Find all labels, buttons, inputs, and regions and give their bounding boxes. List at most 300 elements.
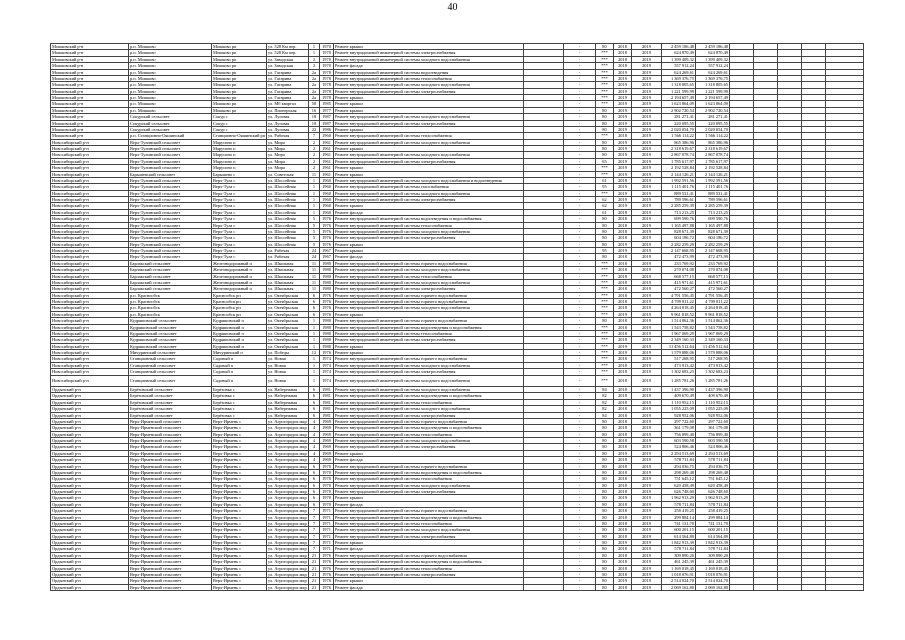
cell-cost-total: 1 018 076,91 <box>696 571 730 577</box>
cell-cost: 603 590,58 <box>662 438 696 444</box>
cell-cost: 751 645,12 <box>662 476 696 482</box>
cell-street: ул. Октябрьская <box>267 311 309 317</box>
cell-settlement: Верх-Тулинский сельсовет <box>129 190 212 196</box>
cell-district: Ордынский р-н <box>51 514 129 520</box>
cell-cost: 1 785 617,97 <box>662 158 696 164</box>
cell-cost-total: 4 264 818,45 <box>696 305 730 311</box>
cell-work-type: Ремонт внутридомовой инженерной системы горячего водоснабжения <box>334 418 524 424</box>
cell-dash: - <box>564 190 596 196</box>
cell-locality: Железнодорожный п <box>212 279 267 285</box>
cell-settlement: Верх-Тулинский сельсовет <box>129 203 212 209</box>
cell-empty <box>524 375 564 387</box>
cell-cost: 299 884,14 <box>662 514 696 520</box>
cell-work-type: Ремонт крыши <box>334 450 524 456</box>
cell-cost: 1 579 888,06 <box>662 350 696 356</box>
cell-house: 5 <box>309 222 320 228</box>
cell-locality: Краснообск рп <box>212 311 267 317</box>
cell-cost-total: 2 147 668,95 <box>696 248 730 254</box>
cell-cost: 270 074,08 <box>662 267 696 273</box>
cell-area: 80 <box>596 469 614 475</box>
cell-district: Новосибирский р-н <box>51 279 129 285</box>
cell-area: *** <box>596 82 614 88</box>
cell-work-type: Ремонт крыши <box>334 95 524 101</box>
cell-locality: Мошково рп <box>212 50 267 56</box>
cell-dash: - <box>564 75 596 81</box>
cell-locality: Верх-Ирмень с <box>212 444 267 450</box>
cell-locality: Верх-Ирмень с <box>212 501 267 507</box>
cell-year-start: 2019 <box>614 69 632 75</box>
cell-cost-total: 524 806,46 <box>696 444 730 450</box>
cell-dash: - <box>564 578 596 584</box>
cell-work-type: Ремонт внутридомовой инженерной системы холодного водоснабжения <box>334 362 524 368</box>
cell-work-type: Ремонт внутридомовой инженерной системы горячего водоснабжения <box>334 299 524 305</box>
cell-settlement: Барлакский сельсовет <box>129 279 212 285</box>
cell-cost-total: 2 144 126,21 <box>696 171 730 177</box>
cell-cost: 4 709 811,22 <box>662 299 696 305</box>
cell-cost: 461 245,39 <box>662 559 696 565</box>
cell-locality: Верх-Ирмень с <box>212 508 267 514</box>
cell-street: ул. Шоссейная <box>267 216 309 222</box>
cell-year-start: 2019 <box>614 171 632 177</box>
cell-district: Ордынский р-н <box>51 540 129 546</box>
cell-dash: - <box>564 248 596 254</box>
cell-locality: Станционно-Ояшинский рп <box>213 133 266 139</box>
cell-year-end: 2019 <box>632 235 662 241</box>
cell-locality: Верх-Тула с <box>212 177 267 183</box>
cell-work-type: Ремонт внутридомовой инженерной системы горячего водоснабжения <box>334 463 524 469</box>
cell-settlement: р.п. Краснообск <box>129 299 212 305</box>
cell-year-start: 2018 <box>614 260 632 266</box>
cell-locality: Верх-Ирмень с <box>212 457 267 463</box>
cell-area: 80 <box>596 235 614 241</box>
cell-street: ул. Набережная <box>267 412 309 418</box>
cell-settlement: Верх-Ирменский сельсовет <box>129 444 212 450</box>
cell-year-start: 2019 <box>614 107 632 113</box>
cell-street: ул. Агрогородок мкр <box>268 571 307 577</box>
cell-settlement: Мичуринский сельсовет <box>129 350 212 356</box>
cell-work-type: Ремонт внутридомовой инженерной системы теплоснабжения <box>334 330 524 336</box>
cell-cost-total: 9 961 818,52 <box>696 311 730 317</box>
cell-year-start: 2018 <box>614 565 632 571</box>
cell-work-type: Ремонт крыши <box>334 350 524 356</box>
cell-locality: Верх-Ирмень с <box>212 495 267 501</box>
cell-street: ул. Октябрьская <box>267 292 309 298</box>
cell-area: 95 <box>596 184 614 190</box>
cell-settlement: Берёзовский сельсовет <box>129 406 212 412</box>
cell-locality: Марусино п <box>212 165 267 171</box>
cell-locality: Краснообск рп <box>212 292 267 298</box>
cell-year: 1971 <box>320 508 334 514</box>
cell-cost: 1 514 862,36 <box>662 318 696 324</box>
cell-cost-total: 309 890,20 <box>696 552 730 558</box>
cell-year-start: 2018 <box>614 222 632 228</box>
cell-work-type: Ремонт крыши <box>334 146 524 152</box>
cell-cost-total: 620 458,49 <box>696 482 730 488</box>
cell-dash: - <box>564 438 596 444</box>
cell-street: ул. 528 Км пер. <box>267 44 309 50</box>
cell-locality: Верх-Тула с <box>212 248 267 254</box>
cell-dash: - <box>564 165 596 171</box>
cell-year-start: 2018 <box>614 546 632 552</box>
cell-year-end: 2019 <box>632 457 662 463</box>
cell-settlement: Верх-Ирменский сельсовет <box>129 520 212 526</box>
cell-house: 5 <box>309 235 320 241</box>
cell-work-type: Ремонт внутридомовой инженерной системы электроснабжения <box>334 412 524 418</box>
cell-year-start: 2018 <box>614 482 632 488</box>
cell-work-type: Ремонт внутридомовой инженерной системы водоотведения и водоснабжения <box>334 324 524 330</box>
cell-locality: Кудряшовский п <box>212 330 267 336</box>
cell-work-type: Ремонт крыши <box>334 241 524 247</box>
cell-work-type: Ремонт внутридомовой инженерной системы электроснабжения <box>334 120 524 126</box>
cell-street: ул. Школьная <box>267 273 309 279</box>
cell-cost: 889 531,41 <box>662 190 696 196</box>
cell-work-type: Ремонт внутридомовой инженерной системы водоотведения и водоснабжения <box>334 393 524 399</box>
cell-year: 1980 <box>320 260 334 266</box>
cell-house: 1 <box>309 209 320 215</box>
cell-year-end: 2019 <box>632 126 662 132</box>
cell-area: 80 <box>596 418 614 424</box>
cell-cost: 828 671,39 <box>662 228 696 234</box>
cell-district: Новосибирский р-н <box>51 152 129 158</box>
cell-dash: - <box>564 273 596 279</box>
cell-work-type: Ремонт внутридомовой инженерной системы холодного водоснабжения <box>334 82 524 88</box>
cell-cost-total: 1 437 396,90 <box>696 387 730 393</box>
cell-cost: 668 577,15 <box>662 273 696 279</box>
cell-area: 80 <box>596 457 614 463</box>
cell-dash: - <box>564 114 596 120</box>
cell-settlement: Верх-Тулинский сельсовет <box>129 241 212 247</box>
cell-street: ул. Заводская <box>267 56 309 62</box>
cell-dash: - <box>564 254 596 260</box>
cell-year-end: 2019 <box>632 222 662 228</box>
cell-settlement: Верх-Ирменский сельсовет <box>129 463 212 469</box>
cell-house: 6 <box>309 412 320 418</box>
cell-house: 6 <box>309 463 320 469</box>
cell-year-start: 2018 <box>614 476 632 482</box>
cell-street: ул. Агрогородок мкр <box>268 533 307 539</box>
cell-locality: Сокур с <box>212 126 267 132</box>
cell-work-type: Ремонт внутридомовой инженерной системы электроснабжения <box>334 337 524 343</box>
cell-work-type: Ремонт внутридомовой инженерной системы холодного водоснабжения <box>334 527 524 533</box>
cell-cost: 1 221 599,99 <box>662 88 696 94</box>
cell-dash: - <box>564 375 596 387</box>
cell-district: Новосибирский р-н <box>51 343 129 349</box>
cell-cost: 624 870,49 <box>662 50 696 56</box>
cell-settlement: Верх-Тулинский сельсовет <box>129 209 212 215</box>
cell-settlement: Верх-Ирменский сельсовет <box>129 514 212 520</box>
cell-house: 1 <box>309 44 320 50</box>
cell-cost-total: 2 318 619,67 <box>696 146 730 152</box>
cell-house: 1 <box>309 190 320 196</box>
cell-year: 1969 <box>320 418 334 424</box>
cell-work-type: Ремонт внутридомовой инженерной системы холодного водоснабжения <box>334 305 524 311</box>
cell-cost: 294 036,75 <box>662 463 696 469</box>
cell-year-start: 2018 <box>614 387 632 393</box>
cell-year-start: 2019 <box>614 350 632 356</box>
cell-cost: 578 711,84 <box>662 501 696 507</box>
cell-street: ул. Октябрьская <box>267 343 309 349</box>
cell-house: 1 <box>309 337 320 343</box>
cell-cost: 472 560,27 <box>662 286 696 292</box>
cell-settlement: Верх-Тулинский сельсовет <box>129 235 212 241</box>
cell-district: Ордынский р-н <box>51 406 129 412</box>
cell-district: Ордынский р-н <box>51 584 129 590</box>
cell-settlement: Верх-Ирменский сельсовет <box>129 533 212 539</box>
cell-area: *** <box>596 50 614 56</box>
cell-dash: - <box>564 197 596 203</box>
cell-district: Новосибирский р-н <box>51 248 129 254</box>
cell-area: *** <box>596 299 614 305</box>
cell-year: 1980 <box>320 330 334 336</box>
cell-dash: - <box>564 418 596 424</box>
cell-dash: - <box>564 406 596 412</box>
cell-settlement: Верх-Ирменский сельсовет <box>129 431 212 437</box>
cell-work-type: Ремонт внутридомовой инженерной системы горячего водоснабжения <box>334 292 524 298</box>
cell-cost: 2 867 078,74 <box>662 152 696 158</box>
cell-cost-total: 472 473,99 <box>696 254 730 260</box>
cell-street: ул. Гагарина <box>267 69 309 75</box>
cell-cost: 2 144 126,21 <box>662 171 696 177</box>
cell-district: Ордынский р-н <box>51 489 129 495</box>
cell-work-type: Ремонт крыши <box>334 171 524 177</box>
cell-house: 11 <box>309 279 320 285</box>
cell-year: 1976 <box>320 228 334 234</box>
cell-year: 1969 <box>320 450 334 456</box>
cell-area: *** <box>596 330 614 336</box>
cell-work-type: Ремонт внутридомовой инженерной системы водоотведения и водоснабжения <box>334 425 524 431</box>
cell-work-type: Ремонт внутридомовой инженерной системы холодного водоснабжения <box>334 267 524 273</box>
cell-work-type: Ремонт внутридомовой инженерной системы холодного водоснабжения <box>334 114 524 120</box>
cell-settlement: Сокурский сельсовет <box>129 114 212 120</box>
cell-street: ул. Школьная <box>267 267 309 273</box>
cell-year-start: 2019 <box>614 190 632 196</box>
cell-year: 1971 <box>320 520 334 526</box>
cell-area: *** <box>596 337 614 343</box>
cell-area: 62 <box>596 203 614 209</box>
cell-cost-total: 928 952,06 <box>696 412 730 418</box>
cell-year: 1987 <box>320 114 334 120</box>
cell-district: Ордынский р-н <box>51 431 129 437</box>
cell-district: Ордынский р-н <box>51 527 129 533</box>
cell-work-type: Ремонт внутридомовой инженерной системы электроснабжения <box>334 197 524 203</box>
cell-year: 1970 <box>320 56 334 62</box>
cell-locality: Железнодорожный п <box>212 267 267 273</box>
cell-work-type: Ремонт внутридомовой инженерной системы горячего водоснабжения <box>334 508 524 514</box>
cell-year-start: 2018 <box>614 56 632 62</box>
cell-work-type: Ремонт внутридомовой инженерной системы горячего водоснабжения <box>334 356 524 362</box>
cell-district: Новосибирский р-н <box>51 146 129 152</box>
cell-street: ул. Агрогородок мкр <box>268 444 307 450</box>
cell-year-start: 2018 <box>614 438 632 444</box>
cell-year-start: 2019 <box>614 152 632 158</box>
cell-year: 1970 <box>320 63 334 69</box>
cell-dash: - <box>564 387 596 393</box>
cell-year-end: 2019 <box>632 387 662 393</box>
cell-year-start: 2019 <box>614 495 632 501</box>
cell-work-type: Ремонт внутридомовой инженерной системы электроснабжения <box>334 533 524 539</box>
cell-settlement: Верх-Ирменский сельсовет <box>129 501 212 507</box>
cell-street: ул. Шоссейная <box>267 209 309 215</box>
cell-house: 24 <box>309 248 320 254</box>
cell-dash: - <box>564 514 596 520</box>
cell-year-end: 2019 <box>632 114 662 120</box>
cell-district: Новосибирский р-н <box>51 375 129 387</box>
cell-locality: Мошково рп <box>212 82 267 88</box>
cell-street: ул. Рабочая <box>267 133 309 139</box>
cell-dash: - <box>564 463 596 469</box>
cell-cost: 614 564,89 <box>662 533 696 539</box>
cell-district: Ордынский р-н <box>51 476 129 482</box>
cell-dash: - <box>564 146 596 152</box>
cell-year-start: 2019 <box>614 248 632 254</box>
cell-house: 6 <box>309 387 320 393</box>
cell-cost: 578 711,84 <box>662 546 696 552</box>
cell-cost: 1 055 225,09 <box>662 406 696 412</box>
cell-cost-total: 1 369 376,75 <box>696 75 730 81</box>
cell-work-type: Ремонт внутридомовой инженерной системы теплоснабжения <box>334 476 524 482</box>
cell-dash: - <box>564 337 596 343</box>
cell-cost-total: 473 913,42 <box>696 362 730 368</box>
cell-dash: - <box>564 222 596 228</box>
cell-cost: 220 095,55 <box>662 120 696 126</box>
cell-house: 1 <box>309 203 320 209</box>
cell-area: 80 <box>596 228 614 234</box>
cell-year-end: 2019 <box>632 152 662 158</box>
cell-cost: 741 131,70 <box>662 520 696 526</box>
cell-cost-total: 415 971,61 <box>696 279 730 285</box>
cell-year-end: 2019 <box>632 228 662 234</box>
cell-area: 80 <box>596 476 614 482</box>
cell-year: 1961 <box>320 158 334 164</box>
cell-locality: Верх-Тула с <box>212 228 267 234</box>
cell-settlement: Верх-Тулинский сельсовет <box>129 184 212 190</box>
cell-street: ул. Агрогородок мкр <box>268 463 307 469</box>
cell-cost-total: 1 785 617,97 <box>696 158 730 164</box>
cell-locality: Верх-Ирмень с <box>212 520 267 526</box>
cell-work-type: Ремонт фасада <box>334 546 524 552</box>
cell-cost-total: 603 590,58 <box>696 438 730 444</box>
cell-work-type: Ремонт крыши <box>334 248 524 254</box>
cell-year-start: 2018 <box>614 216 632 222</box>
cell-dash: - <box>564 412 596 418</box>
cell-settlement: Барышевский сельсовет <box>129 171 212 177</box>
cell-year-start: 2019 <box>614 114 632 120</box>
cell-cost-total: 297 722,60 <box>696 418 730 424</box>
cell-district: Новосибирский р-н <box>51 318 129 324</box>
cell-year: 1976 <box>320 292 334 298</box>
cell-cost: 604 186,72 <box>662 235 696 241</box>
cell-cost-total: 4 709 811,22 <box>696 299 730 305</box>
cell-year: 1976 <box>320 571 334 577</box>
cell-area: 80 <box>596 450 614 456</box>
cell-work-type: Ремонт фасада <box>334 584 524 590</box>
cell-locality: Верх-Ирмень с <box>212 450 267 456</box>
cell-district: Ордынский р-н <box>51 412 129 418</box>
cell-year-start: 2019 <box>614 101 632 107</box>
cell-year-end: 2019 <box>632 438 662 444</box>
cell-year: 1974 <box>320 362 334 368</box>
cell-year-start: 2018 <box>614 412 632 418</box>
cell-year-start: 2019 <box>614 95 632 101</box>
cell-work-type: Ремонт внутридомовой инженерной системы холодного водоснабжения <box>334 279 524 285</box>
cell-cost-total: 2 020 054,70 <box>696 126 730 132</box>
cell-dash: - <box>564 203 596 209</box>
cell-house: 2 <box>309 152 320 158</box>
cell-district: Ордынский р-н <box>51 463 129 469</box>
cell-year-start: 2018 <box>614 228 632 234</box>
cell-district: Ордынский р-н <box>51 501 129 507</box>
cell-house: 2 <box>309 158 320 164</box>
cell-year-start: 2018 <box>614 356 632 362</box>
cell-district: Мошковский р-н <box>51 120 129 126</box>
cell-year: 1976 <box>320 552 334 558</box>
cell-year: 1976 <box>320 222 334 228</box>
cell-district: Новосибирский р-н <box>51 356 129 362</box>
cell-year-end: 2019 <box>632 120 662 126</box>
cell-cost-total: 626 748,60 <box>696 489 730 495</box>
cell-district: Ордынский р-н <box>51 495 129 501</box>
cell-street: ул. Гагарина <box>267 95 309 101</box>
cell-house: 21 <box>309 559 320 565</box>
cell-dash: - <box>564 133 596 139</box>
cell-house: 4 <box>309 431 320 437</box>
cell-street: ул. Заводская <box>267 63 309 69</box>
cell-cost-total: 614 564,89 <box>696 533 730 539</box>
cell-work-type: Ремонт крыши <box>334 578 524 584</box>
cell-house: 2 <box>309 56 320 62</box>
cell-settlement: Верх-Ирменский сельсовет <box>129 489 212 495</box>
cell-cost-total: 1 566 114,22 <box>696 133 730 139</box>
cell-locality: Сокур с <box>212 114 267 120</box>
cell-dash: - <box>564 393 596 399</box>
cell-house: 7 <box>309 533 320 539</box>
cell-locality: Верх-Ирмень с <box>212 552 267 558</box>
cell-year-end: 2019 <box>632 571 662 577</box>
cell-cost-total: 1 110 952,15 <box>696 399 730 405</box>
cell-year-start: 2018 <box>614 292 632 298</box>
cell-locality: Верх-Ирмень с <box>212 476 267 482</box>
cell-district: Мошковский р-н <box>51 82 129 88</box>
cell-year-end: 2019 <box>632 369 662 375</box>
cell-settlement: Верх-Тулинский сельсовет <box>129 197 212 203</box>
cell-street: ул. Набережная <box>267 387 309 393</box>
cell-district: Новосибирский р-н <box>51 228 129 234</box>
cell-dash: - <box>564 171 596 177</box>
cell-area: 80 <box>596 254 614 260</box>
cell-street: ул. Агрогородок мкр <box>268 501 307 507</box>
cell-year-end: 2019 <box>632 318 662 324</box>
cell-district: Новосибирский р-н <box>51 260 129 266</box>
cell-settlement: Верх-Ирменский сельсовет <box>129 571 212 577</box>
cell-dash: - <box>564 95 596 101</box>
cell-area: 80 <box>596 571 614 577</box>
cell-year-end: 2019 <box>632 337 662 343</box>
cell-street: ул. Агрогородок мкр <box>268 418 307 424</box>
cell-year: 1980 <box>320 279 334 285</box>
cell-locality: Верх-Ирмень с <box>212 540 267 546</box>
cell-district: Ордынский р-н <box>51 565 129 571</box>
cell-locality: Сокур с <box>212 120 267 126</box>
cell-cost-total: 578 711,84 <box>696 501 730 507</box>
cell-year-end: 2019 <box>632 248 662 254</box>
cell-locality: Железнодорожный п <box>212 273 267 279</box>
cell-house: 7 <box>309 514 320 520</box>
cell-locality: Кудряшовский п <box>212 337 267 343</box>
cell-locality: Верх-Ирмень с <box>212 578 267 584</box>
cell-area: *** <box>596 101 614 107</box>
cell-cost: 233 769,92 <box>662 260 696 266</box>
cell-year-end: 2019 <box>632 418 662 424</box>
